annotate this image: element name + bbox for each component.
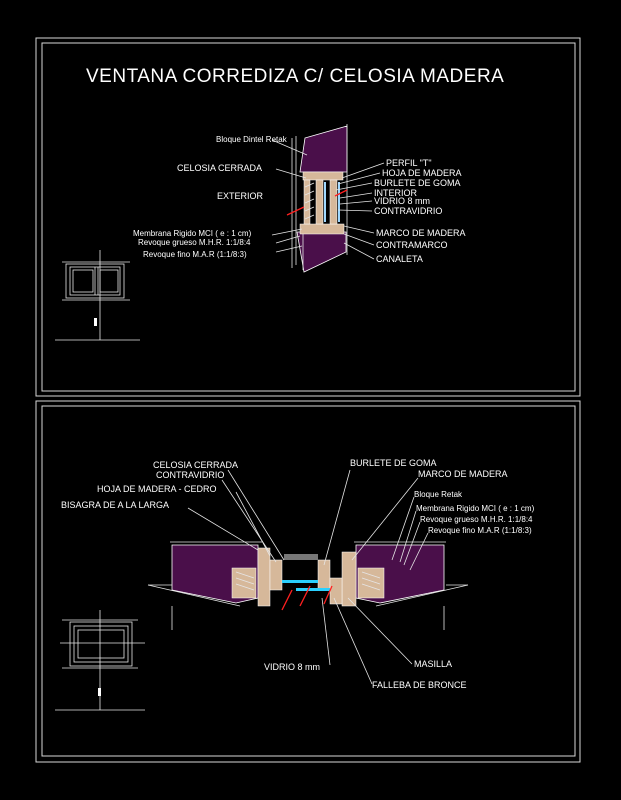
- label-marco-madera: MARCO DE MADERA: [376, 228, 466, 238]
- section1-key-plan: [55, 250, 140, 340]
- label2-revoque-grueso: Revoque grueso M.H.R. 1:1/8:4: [420, 515, 533, 524]
- sash-1: [316, 180, 323, 224]
- label2-bisagra: BISAGRA DE A LA LARGA: [61, 500, 170, 510]
- label-vidrio: VIDRIO 8 mm: [374, 196, 431, 206]
- label-perfil-t: PERFIL "T": [386, 158, 432, 168]
- sash-2: [330, 180, 337, 224]
- label-hoja-madera: HOJA DE MADERA: [382, 168, 462, 178]
- label2-burlete-goma: BURLETE DE GOMA: [350, 458, 437, 468]
- label-contravidrio: CONTRAVIDRIO: [374, 206, 443, 216]
- section2-key-plan: [55, 610, 145, 710]
- label2-vidrio: VIDRIO 8 mm: [264, 662, 321, 672]
- drawing-title: VENTANA CORREDIZA C/ CELOSIA MADERA: [86, 66, 505, 87]
- left-louver: [232, 568, 256, 598]
- right-louver: [358, 568, 384, 598]
- label2-bloque-retak: Bloque Retak: [414, 490, 463, 499]
- label-canaleta: CANALETA: [376, 254, 423, 264]
- section2-detail: [148, 542, 468, 630]
- label2-hoja-madera-cedro: HOJA DE MADERA - CEDRO: [97, 484, 217, 494]
- label-bloque-dintel: Bloque Dintel Retak: [216, 135, 287, 144]
- label2-celosia-cerrada: CELOSIA CERRADA: [153, 460, 239, 470]
- label-interior: INTERIOR: [374, 188, 418, 198]
- sash-left: [270, 560, 282, 590]
- label2-contravidrio: CONTRAVIDRIO: [156, 470, 225, 480]
- frame-top: [303, 172, 343, 180]
- label2-falleba: FALLEBA DE BRONCE: [372, 680, 467, 690]
- label2-membrana: Membrana Rigido MCI ( e : 1 cm): [416, 504, 535, 513]
- right-frame: [342, 552, 356, 606]
- label-revoque-grueso: Revoque grueso M.H.R. 1:1/8:4: [138, 238, 251, 247]
- sash-right: [330, 578, 342, 604]
- left-frame: [258, 548, 270, 606]
- label-revoque-fino: Revoque fino M.A.R (1:1/8:3): [143, 250, 247, 259]
- label-exterior: EXTERIOR: [217, 191, 264, 201]
- label-membrana: Membrana Rigido MCI ( e : 1 cm): [133, 229, 252, 238]
- label2-marco-madera: MARCO DE MADERA: [418, 469, 508, 479]
- label-celosia-cerrada: CELOSIA CERRADA: [177, 163, 263, 173]
- label2-masilla: MASILLA: [414, 659, 453, 669]
- label-contramarco: CONTRAMARCO: [376, 240, 448, 250]
- frame-bottom: [300, 224, 344, 234]
- label-burlete-goma: BURLETE DE GOMA: [374, 178, 461, 188]
- lintel-block: [300, 126, 347, 172]
- sill-block: [297, 232, 346, 272]
- label2-revoque-fino: Revoque fino M.A.R (1:1/8:3): [428, 526, 532, 535]
- section1-detail: [287, 124, 347, 272]
